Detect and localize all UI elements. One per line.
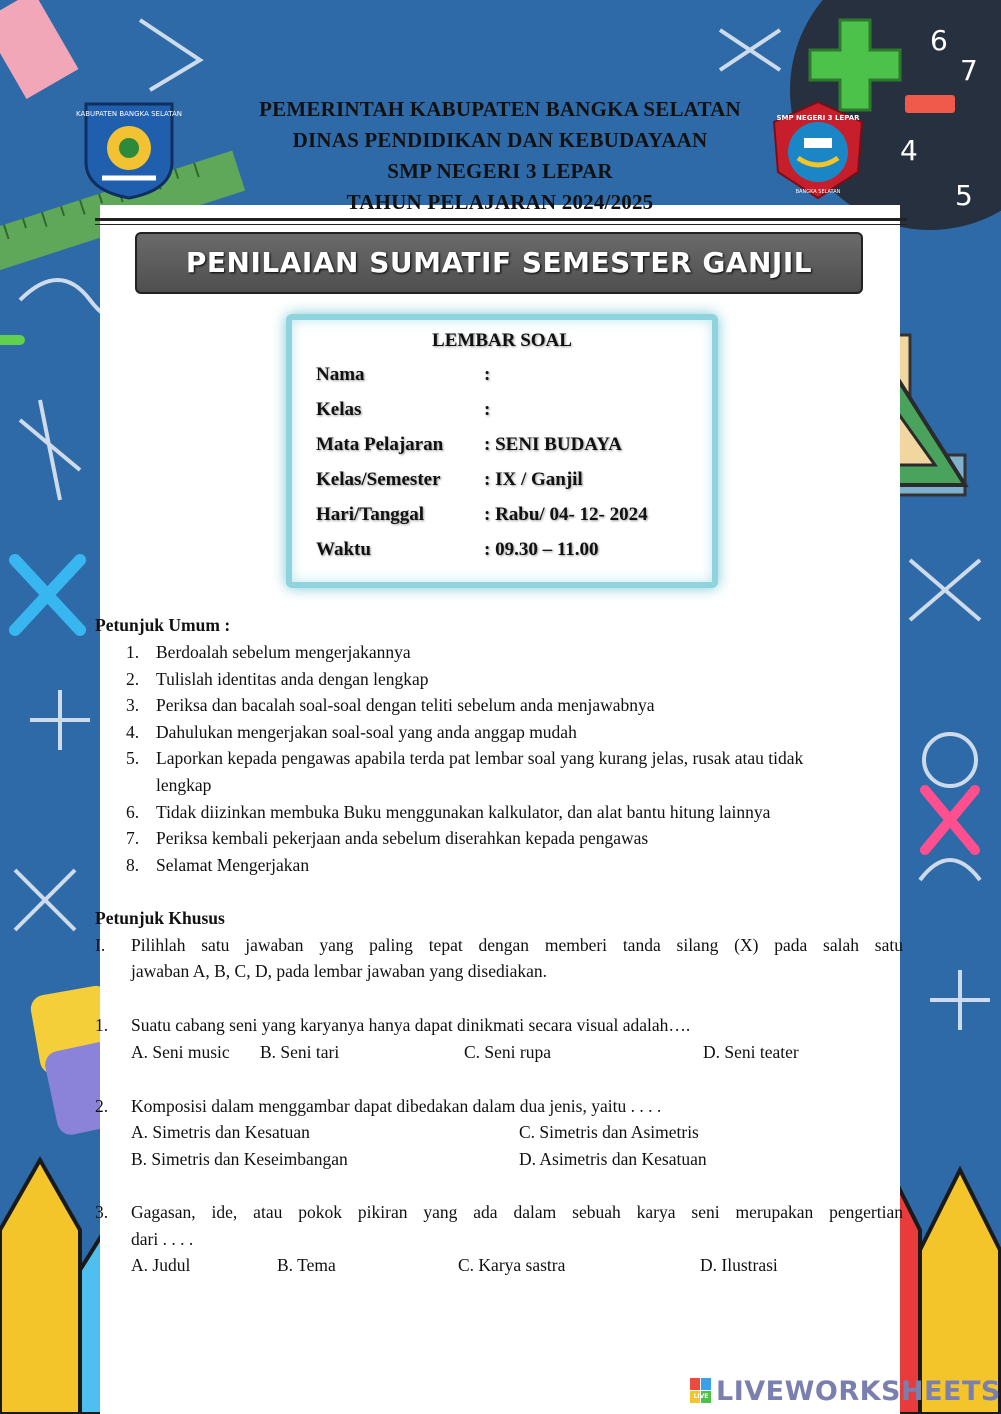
svg-text:4: 4	[900, 134, 918, 167]
question-text: Gagasan, ide, atau pokok pikiran yang ada dalam sebuah karya seni merupakan pengertian	[131, 1202, 903, 1222]
identity-label: Waktu	[316, 539, 371, 560]
list-item: Laporkan kepada pengawas apabila terda pat lembar soal yang kurang jelas, rusak atau tidak	[156, 748, 804, 768]
question-text: Suatu cabang seni yang karyanya hanya dapat dinikmati secara visual adalah….	[131, 1015, 691, 1035]
answer-option[interactable]: C. Simetris dan Asimetris	[519, 1122, 699, 1142]
list-number: 2.	[126, 669, 140, 689]
header-line-year: TAHUN PELAJARAN 2024/2025	[346, 190, 654, 214]
identity-value: : SENI BUDAYA	[484, 434, 622, 455]
list-number: 8.	[126, 855, 140, 875]
svg-text:KABUPATEN BANGKA SELATAN: KABUPATEN BANGKA SELATAN	[75, 110, 183, 118]
general-instructions-heading: Petunjuk Umum :	[95, 615, 231, 635]
answer-option[interactable]: C. Karya sastra	[458, 1255, 566, 1275]
exam-title-banner: PENILAIAN SUMATIF SEMESTER GANJIL	[135, 232, 863, 294]
roman-number: I.	[95, 935, 106, 955]
identity-box-title: LEMBAR SOAL	[432, 330, 572, 351]
identity-value[interactable]: :	[484, 399, 491, 420]
svg-text:LIVE: LIVE	[693, 1393, 709, 1400]
question-text: Komposisi dalam menggambar dapat dibedakan dalam dua jenis, yaitu . . . .	[131, 1096, 662, 1116]
identity-label: Nama	[316, 364, 365, 385]
header-line-school: SMP NEGERI 3 LEPAR	[387, 159, 613, 183]
answer-option[interactable]: D. Ilustrasi	[700, 1255, 778, 1275]
special-instructions-heading: Petunjuk Khusus	[95, 908, 225, 928]
identity-row-semester	[316, 469, 696, 499]
identity-box	[286, 314, 718, 588]
question-number: 3.	[95, 1202, 109, 1222]
answer-option[interactable]: D. Seni teater	[703, 1042, 799, 1062]
list-number: 3.	[126, 695, 140, 715]
identity-label: Kelas/Semester	[316, 469, 441, 490]
list-number: 4.	[126, 722, 140, 742]
svg-text:6: 6	[930, 24, 948, 57]
svg-text:5: 5	[955, 179, 973, 212]
header-line-government: PEMERINTAH KABUPATEN BANGKA SELATAN	[259, 97, 741, 121]
header-line-department: DINAS PENDIDIKAN DAN KEBUDAYAAN	[292, 128, 708, 152]
answer-option[interactable]: B. Seni tari	[260, 1042, 340, 1062]
list-number: 7.	[126, 828, 140, 848]
liveworksheets-watermark: LIVEWORKSHEETS	[716, 1376, 1001, 1407]
list-number: 6.	[126, 802, 140, 822]
question-number: 1.	[95, 1015, 109, 1035]
identity-row-time	[316, 539, 696, 569]
identity-row-class	[316, 399, 696, 429]
answer-option[interactable]: B. Simetris dan Keseimbangan	[131, 1149, 348, 1169]
special-instruction-line: Pilihlah satu jawaban yang paling tepat dengan memberi tanda silang (X) pada salah satu	[131, 935, 903, 955]
answer-option[interactable]: A. Judul	[131, 1255, 191, 1275]
identity-row-date	[316, 504, 696, 534]
list-item-continuation: lengkap	[156, 775, 212, 795]
answer-option[interactable]: A. Simetris dan Kesatuan	[131, 1122, 310, 1142]
list-item: Periksa kembali pekerjaan anda sebelum diserahkan kepada pengawas	[156, 828, 649, 848]
header-divider-thick	[95, 218, 907, 221]
list-item: Periksa dan bacalah soal-soal dengan teliti sebelum anda menjawabnya	[156, 695, 655, 715]
identity-label: Mata Pelajaran	[316, 434, 444, 455]
list-number: 1.	[126, 642, 140, 662]
identity-row-name	[316, 364, 696, 394]
list-item: Selamat Mengerjakan	[156, 855, 310, 875]
list-item: Berdoalah sebelum mengerjakannya	[156, 642, 411, 662]
list-item: Dahulukan mengerjakan soal-soal yang anda anggap mudah	[156, 722, 577, 742]
list-item: Tulislah identitas anda dengan lengkap	[156, 669, 429, 689]
liveworksheets-badge-icon	[690, 1378, 712, 1404]
answer-option[interactable]: D. Asimetris dan Kesatuan	[519, 1149, 707, 1169]
question-text-continuation: dari . . . .	[131, 1229, 194, 1249]
question-number: 2.	[95, 1096, 109, 1116]
svg-text:7: 7	[960, 54, 978, 87]
answer-option[interactable]: B. Tema	[277, 1255, 336, 1275]
identity-value: : 09.30 – 11.00	[484, 539, 599, 560]
identity-value: : Rabu/ 04- 12- 2024	[484, 504, 648, 525]
svg-text:BANGKA SELATAN: BANGKA SELATAN	[795, 189, 841, 195]
identity-value[interactable]: :	[484, 364, 491, 385]
list-number: 5.	[126, 748, 140, 768]
answer-option[interactable]: C. Seni rupa	[464, 1042, 552, 1062]
answer-option[interactable]: A. Seni music	[131, 1042, 230, 1062]
svg-text:SMP NEGERI 3 LEPAR: SMP NEGERI 3 LEPAR	[776, 114, 860, 122]
header-divider-thin	[95, 224, 907, 225]
identity-label: Hari/Tanggal	[316, 504, 425, 525]
special-instruction-line: jawaban A, B, C, D, pada lembar jawaban yang disediakan.	[131, 961, 547, 981]
identity-label: Kelas	[316, 399, 362, 420]
list-item: Tidak diizinkan membuka Buku menggunakan kalkulator, dan alat bantu hitung lainnya	[156, 802, 771, 822]
identity-value: : IX / Ganjil	[484, 469, 583, 490]
identity-row-subject	[316, 434, 696, 464]
